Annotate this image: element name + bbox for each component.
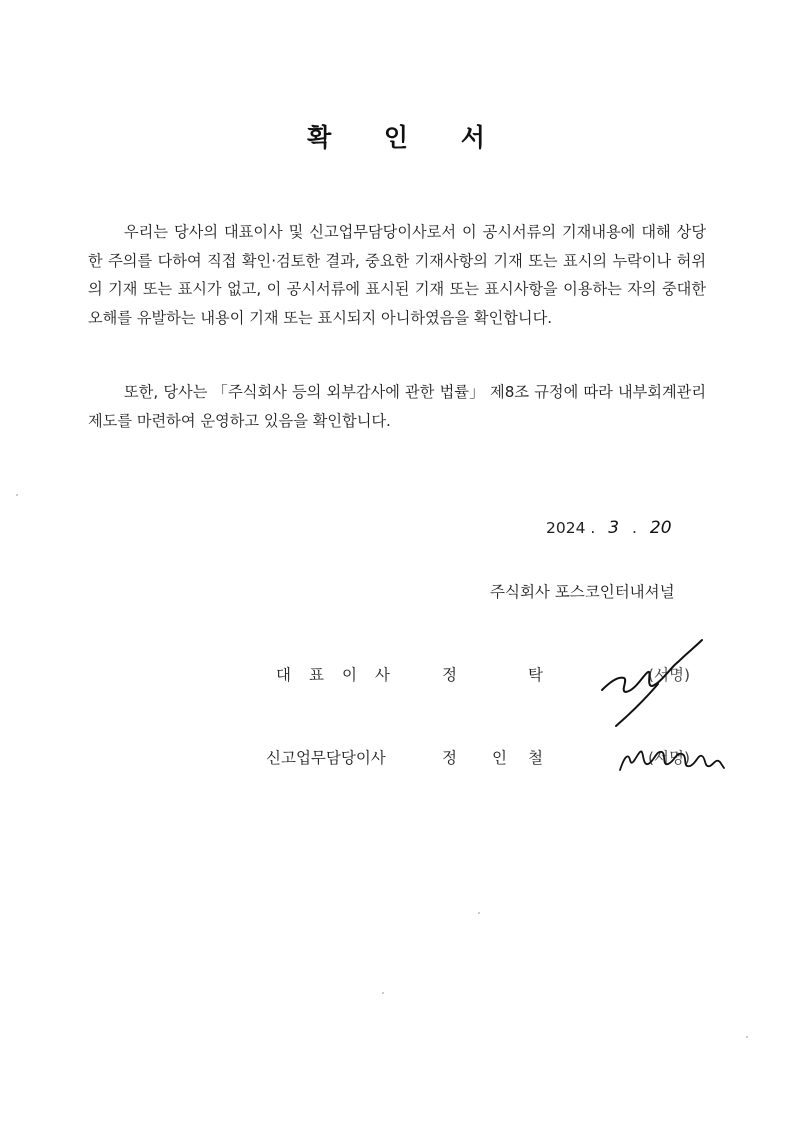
- scan-speck: [478, 912, 480, 914]
- company-name: 주식회사 포스코인터내셔널: [490, 583, 675, 601]
- signer-name-char: 인: [492, 749, 507, 767]
- signature-placeholder: (서명): [648, 666, 691, 684]
- signing-date: [546, 518, 680, 538]
- date-separator: .: [590, 519, 596, 537]
- scan-speck: [382, 992, 384, 994]
- signer-role: 대표이사: [276, 666, 408, 684]
- scan-speck: [746, 1036, 748, 1038]
- document-title: 확 인 서: [307, 123, 507, 152]
- date-separator: .: [632, 519, 637, 537]
- signer-row-ceo: [0, 663, 794, 693]
- signer-name-char: 정: [442, 666, 457, 684]
- signer-row-disclosure-officer: [0, 746, 794, 776]
- date-year: 2024: [546, 519, 586, 537]
- signer-name-char: 탁: [528, 666, 543, 684]
- signer-name-char: 정: [442, 749, 457, 767]
- internal-control-paragraph: 또한, 당사는 「주식회사 등의 외부감사에 관한 법률」 제8조 규정에 따라 내부회계관리제도를 마련하여 운영하고 있음을 확인합니다.: [88, 383, 706, 430]
- scan-speck: [16, 494, 18, 496]
- signer-name-char: 철: [528, 749, 543, 767]
- date-day-handwritten: 20: [649, 518, 672, 538]
- signer-role: 신고업무담당이사: [266, 749, 386, 767]
- signature-placeholder: (서명): [648, 749, 691, 767]
- confirmation-paragraph: 우리는 당사의 대표이사 및 신고업무담당이사로서 이 공시서류의 기재내용에 대해 상당한 주의를 다하여 직접 확인·검토한 결과, 중요한 기재사항의 기재 또는 표시의 누락이나 허위의 기재 또는 표시가 없고, 이 공시서류에 표시된 기재 또는 표시사항을 이용하는 자의 중대한 오해를 유발하는 내용이 기재 또는 표시되지 아니하였음을 확인합니다.: [88, 223, 706, 327]
- date-month-handwritten: 3: [608, 518, 620, 538]
